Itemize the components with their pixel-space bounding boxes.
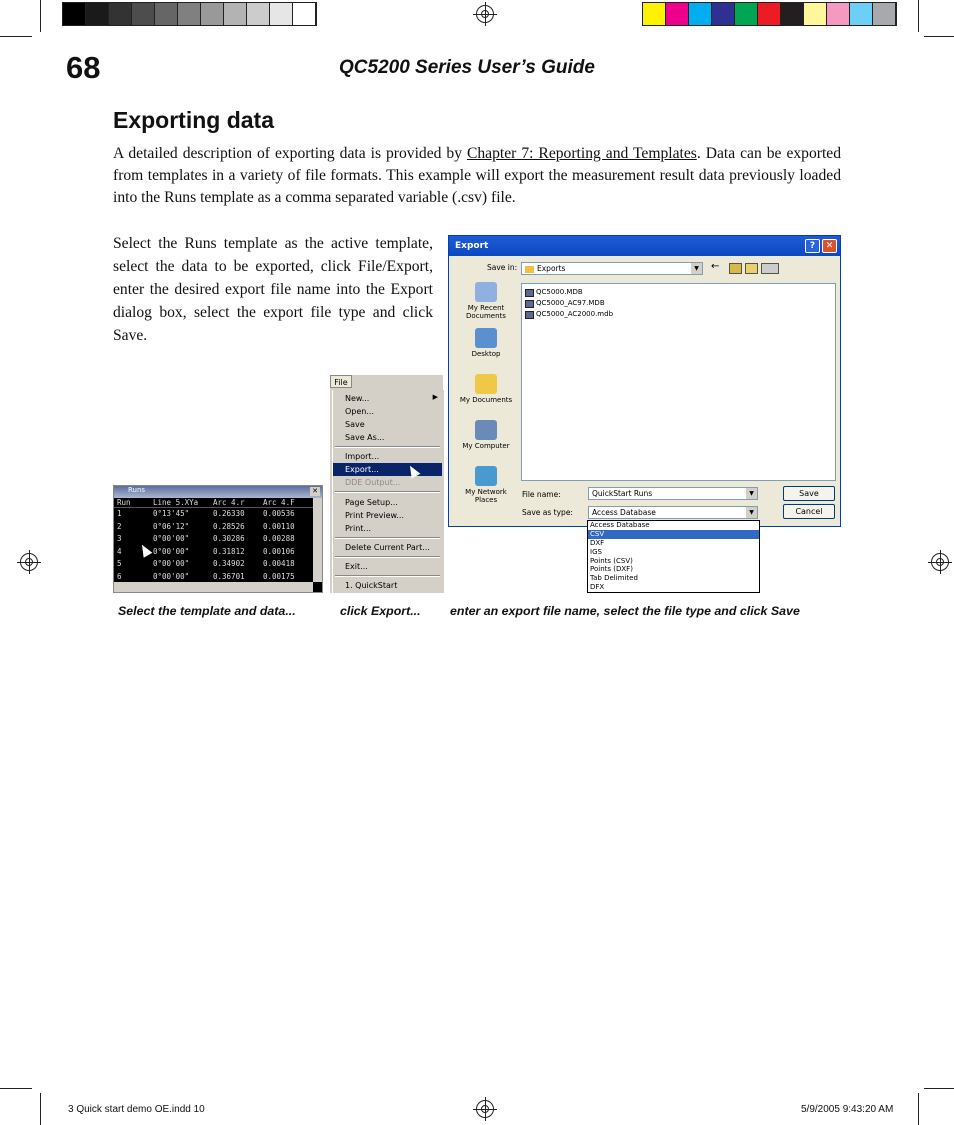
file-type-option[interactable]: IGS [590,547,602,556]
place-recent-documents[interactable] [455,282,517,328]
place-label: My Computer [462,442,510,450]
color-swatch [735,3,758,25]
close-icon[interactable]: ✕ [310,487,320,496]
runs-window [113,485,323,593]
table-cell: 0°06'12" [153,521,190,531]
up-folder-icon[interactable] [729,263,742,274]
menu-item-print[interactable]: Print... [345,524,372,533]
gray-swatch-bar [62,2,317,26]
file-item[interactable] [525,298,832,309]
color-swatch [689,3,712,25]
table-cell: 0.00288 [263,534,295,543]
table-cell: 0.00536 [263,509,295,518]
color-swatch-bar [642,2,897,26]
file-type-option[interactable]: DFX [590,583,605,592]
menu-item-page-setup[interactable]: Page Setup... [345,498,398,507]
file-type-option[interactable]: Tab Delimited [590,574,638,583]
file-type-option[interactable]: Access Database [590,521,650,529]
menu-item-import[interactable]: Import... [345,452,380,461]
save-type-value: Access Database [592,508,656,517]
footer-file-info: 3 Quick start demo OE.indd 10 [68,1104,205,1115]
menu-separator [335,491,440,493]
save-in-select[interactable] [521,262,703,275]
menu-separator [335,556,440,558]
file-type-option[interactable]: Points (CSV) [590,556,633,565]
cancel-button[interactable]: Cancel [783,504,835,519]
table-row[interactable] [114,508,322,521]
column-header[interactable]: Arc 4.F [263,498,295,507]
place-my-documents[interactable] [455,374,517,420]
runs-title-bar [114,486,322,498]
section-title: Exporting data [113,107,275,133]
color-swatch [247,3,270,25]
save-in-value: Exports [537,264,566,273]
color-swatch [155,3,178,25]
instructions-paragraph: Select the Runs template as the active template, select the data to be exported, click File/Export, enter the desired export file name into the Export dialog box, select the export file type and click Save. [113,235,433,344]
place-label: Desktop [471,350,501,358]
registration-mark-icon [20,553,38,571]
place-my-computer[interactable] [455,420,517,466]
place-label: My Recent Documents [466,304,506,320]
place-label: My Network Places [465,488,507,504]
registration-mark-icon [476,1100,494,1118]
my-documents-icon [475,374,497,394]
file-type-option[interactable]: DXF [590,538,605,547]
menu-separator [335,575,440,577]
menu-item-dde-output: DDE Output... [345,478,401,487]
chevron-down-icon[interactable]: ▼ [691,263,702,274]
file-name: QC5000_AC97.MDB [536,299,605,307]
intro-text: A detailed description of exporting data is provided by [113,145,467,162]
menu-item-exit[interactable]: Exit... [345,562,368,571]
menu-item-open[interactable]: Open... [345,407,374,416]
file-menu-popup [332,390,444,593]
table-cell: 0.00418 [263,559,295,568]
table-cell: 0.31812 [213,546,245,556]
file-name-input[interactable] [588,487,758,500]
file-name-label: File name: [522,490,561,499]
crop-mark [924,1088,954,1089]
export-title-bar [449,236,840,256]
submenu-arrow-icon: ▶ [432,393,438,401]
table-cell: 0°00'00" [153,534,190,543]
crop-mark [918,1093,919,1125]
chevron-down-icon[interactable]: ▼ [746,488,757,499]
save-in-label: Save in: [487,263,518,272]
desktop-icon [475,328,497,348]
table-cell: 0°00'00" [153,546,190,556]
color-swatch [63,3,86,25]
table-row[interactable] [114,558,322,571]
chevron-down-icon[interactable]: ▼ [746,507,757,518]
table-cell: 0°00'00" [153,559,190,568]
color-swatch [270,3,293,25]
color-swatch [224,3,247,25]
color-swatch [873,3,896,25]
table-cell: 2 [117,521,122,531]
file-item[interactable] [525,287,832,298]
table-cell: 0.26330 [213,509,245,518]
menu-item-save-as[interactable]: Save As... [345,433,385,442]
color-swatch [827,3,850,25]
caption-select-template: Select the template and data... [118,604,296,618]
dialog-title: Export [455,241,489,251]
column-header[interactable]: Line 5.XYa [153,498,199,507]
help-icon[interactable]: ? [805,239,820,253]
chapter-link[interactable]: Chapter 7: Reporting and Templates [466,145,697,162]
color-swatch [666,3,689,25]
column-header[interactable]: Arc 4.r [213,498,245,507]
file-menu-button[interactable]: File [330,375,352,388]
color-swatch [781,3,804,25]
table-cell: 5 [117,559,122,568]
table-cell: 0.30286 [213,534,245,543]
file-menu [330,375,443,593]
place-desktop[interactable] [455,328,517,374]
color-swatch [201,3,224,25]
network-places-icon [475,466,497,486]
table-cell: 1 [117,509,122,518]
runs-header-row [114,498,322,508]
intro-paragraph [113,143,841,209]
crop-mark [918,0,919,32]
my-computer-icon [475,420,497,440]
place-label: My Documents [459,396,513,404]
registration-mark-icon [931,553,949,571]
guide-title: QC5200 Series User’s Guide [339,57,595,78]
crop-mark [40,0,41,32]
menu-separator [335,446,440,448]
file-type-dropdown [587,520,760,593]
file-type-option-selected[interactable]: CSV [588,530,759,539]
file-name: QC5000.MDB [536,288,583,296]
save-button[interactable]: Save [783,486,835,501]
runs-title: Runs [128,486,146,494]
database-file-icon [525,311,534,319]
table-cell: 0.00106 [263,546,295,556]
recent-documents-icon [475,282,497,302]
vertical-scrollbar[interactable] [313,498,322,582]
table-cell: 0°13'45" [153,509,190,518]
color-swatch [758,3,781,25]
color-swatch [178,3,201,25]
caption-enter-file-name: enter an export file name, select the file type and click Save [450,604,800,618]
color-swatch [132,3,155,25]
table-cell: 0.00175 [263,571,295,581]
places-bar [455,282,517,512]
view-menu-icon[interactable] [761,263,779,274]
save-type-select[interactable] [588,506,758,519]
registration-mark-icon [476,5,494,23]
column-header[interactable]: Run [117,498,131,507]
intro-text-2: . Data can be exported from templates in a variety of file formats. This example will export the measurement result data previously loaded into the Runs template as a comma separated variable (.csv) file. [113,145,841,206]
file-item[interactable] [525,309,832,320]
save-type-label: Save as type: [522,508,573,517]
place-network[interactable] [455,466,517,512]
color-swatch [712,3,735,25]
table-cell: 0.36701 [213,571,245,581]
color-swatch [850,3,873,25]
menu-item-recent-file[interactable]: 1. QuickStart [345,581,398,590]
folder-icon [525,266,534,273]
color-swatch [109,3,132,25]
menu-separator [335,537,440,539]
back-arrow-icon[interactable]: ← [711,261,720,272]
menu-item-delete-current-part[interactable]: Delete Current Part... [345,543,430,552]
close-icon[interactable]: ✕ [822,239,837,253]
menu-item-save[interactable]: Save [345,420,365,429]
file-name: QC5000_AC2000.mdb [536,310,614,318]
table-cell: 6 [117,571,122,581]
table-cell: 0.28526 [213,521,245,531]
crop-mark [0,1088,32,1089]
color-swatch [86,3,109,25]
caption-click-export: click Export... [340,604,421,618]
menu-item-print-preview[interactable]: Print Preview... [345,511,404,520]
file-list[interactable] [521,283,836,481]
color-swatch [804,3,827,25]
new-folder-icon[interactable] [745,263,758,274]
crop-mark [924,36,954,37]
file-name-value: QuickStart Runs [592,489,653,498]
table-row[interactable] [114,521,322,534]
page-number: 68 [66,50,101,85]
database-file-icon [525,300,534,308]
color-swatch [643,3,666,25]
footer-timestamp: 5/9/2005 9:43:20 AM [801,1104,894,1115]
crop-mark [40,1093,41,1125]
file-type-option[interactable]: Points (DXF) [590,565,633,574]
table-cell: 0.00110 [263,521,295,531]
table-cell: 4 [117,546,122,556]
horizontal-scrollbar[interactable] [114,582,313,592]
table-cell: 0.34902 [213,559,245,568]
menu-item-export[interactable]: Export... [333,463,442,476]
color-swatch [293,3,316,25]
menu-item-new[interactable]: New... [345,394,370,403]
table-cell: 0°00'00" [153,571,190,581]
table-cell: 3 [117,534,122,543]
export-dialog [448,235,841,527]
database-file-icon [525,289,534,297]
crop-mark [0,36,32,37]
